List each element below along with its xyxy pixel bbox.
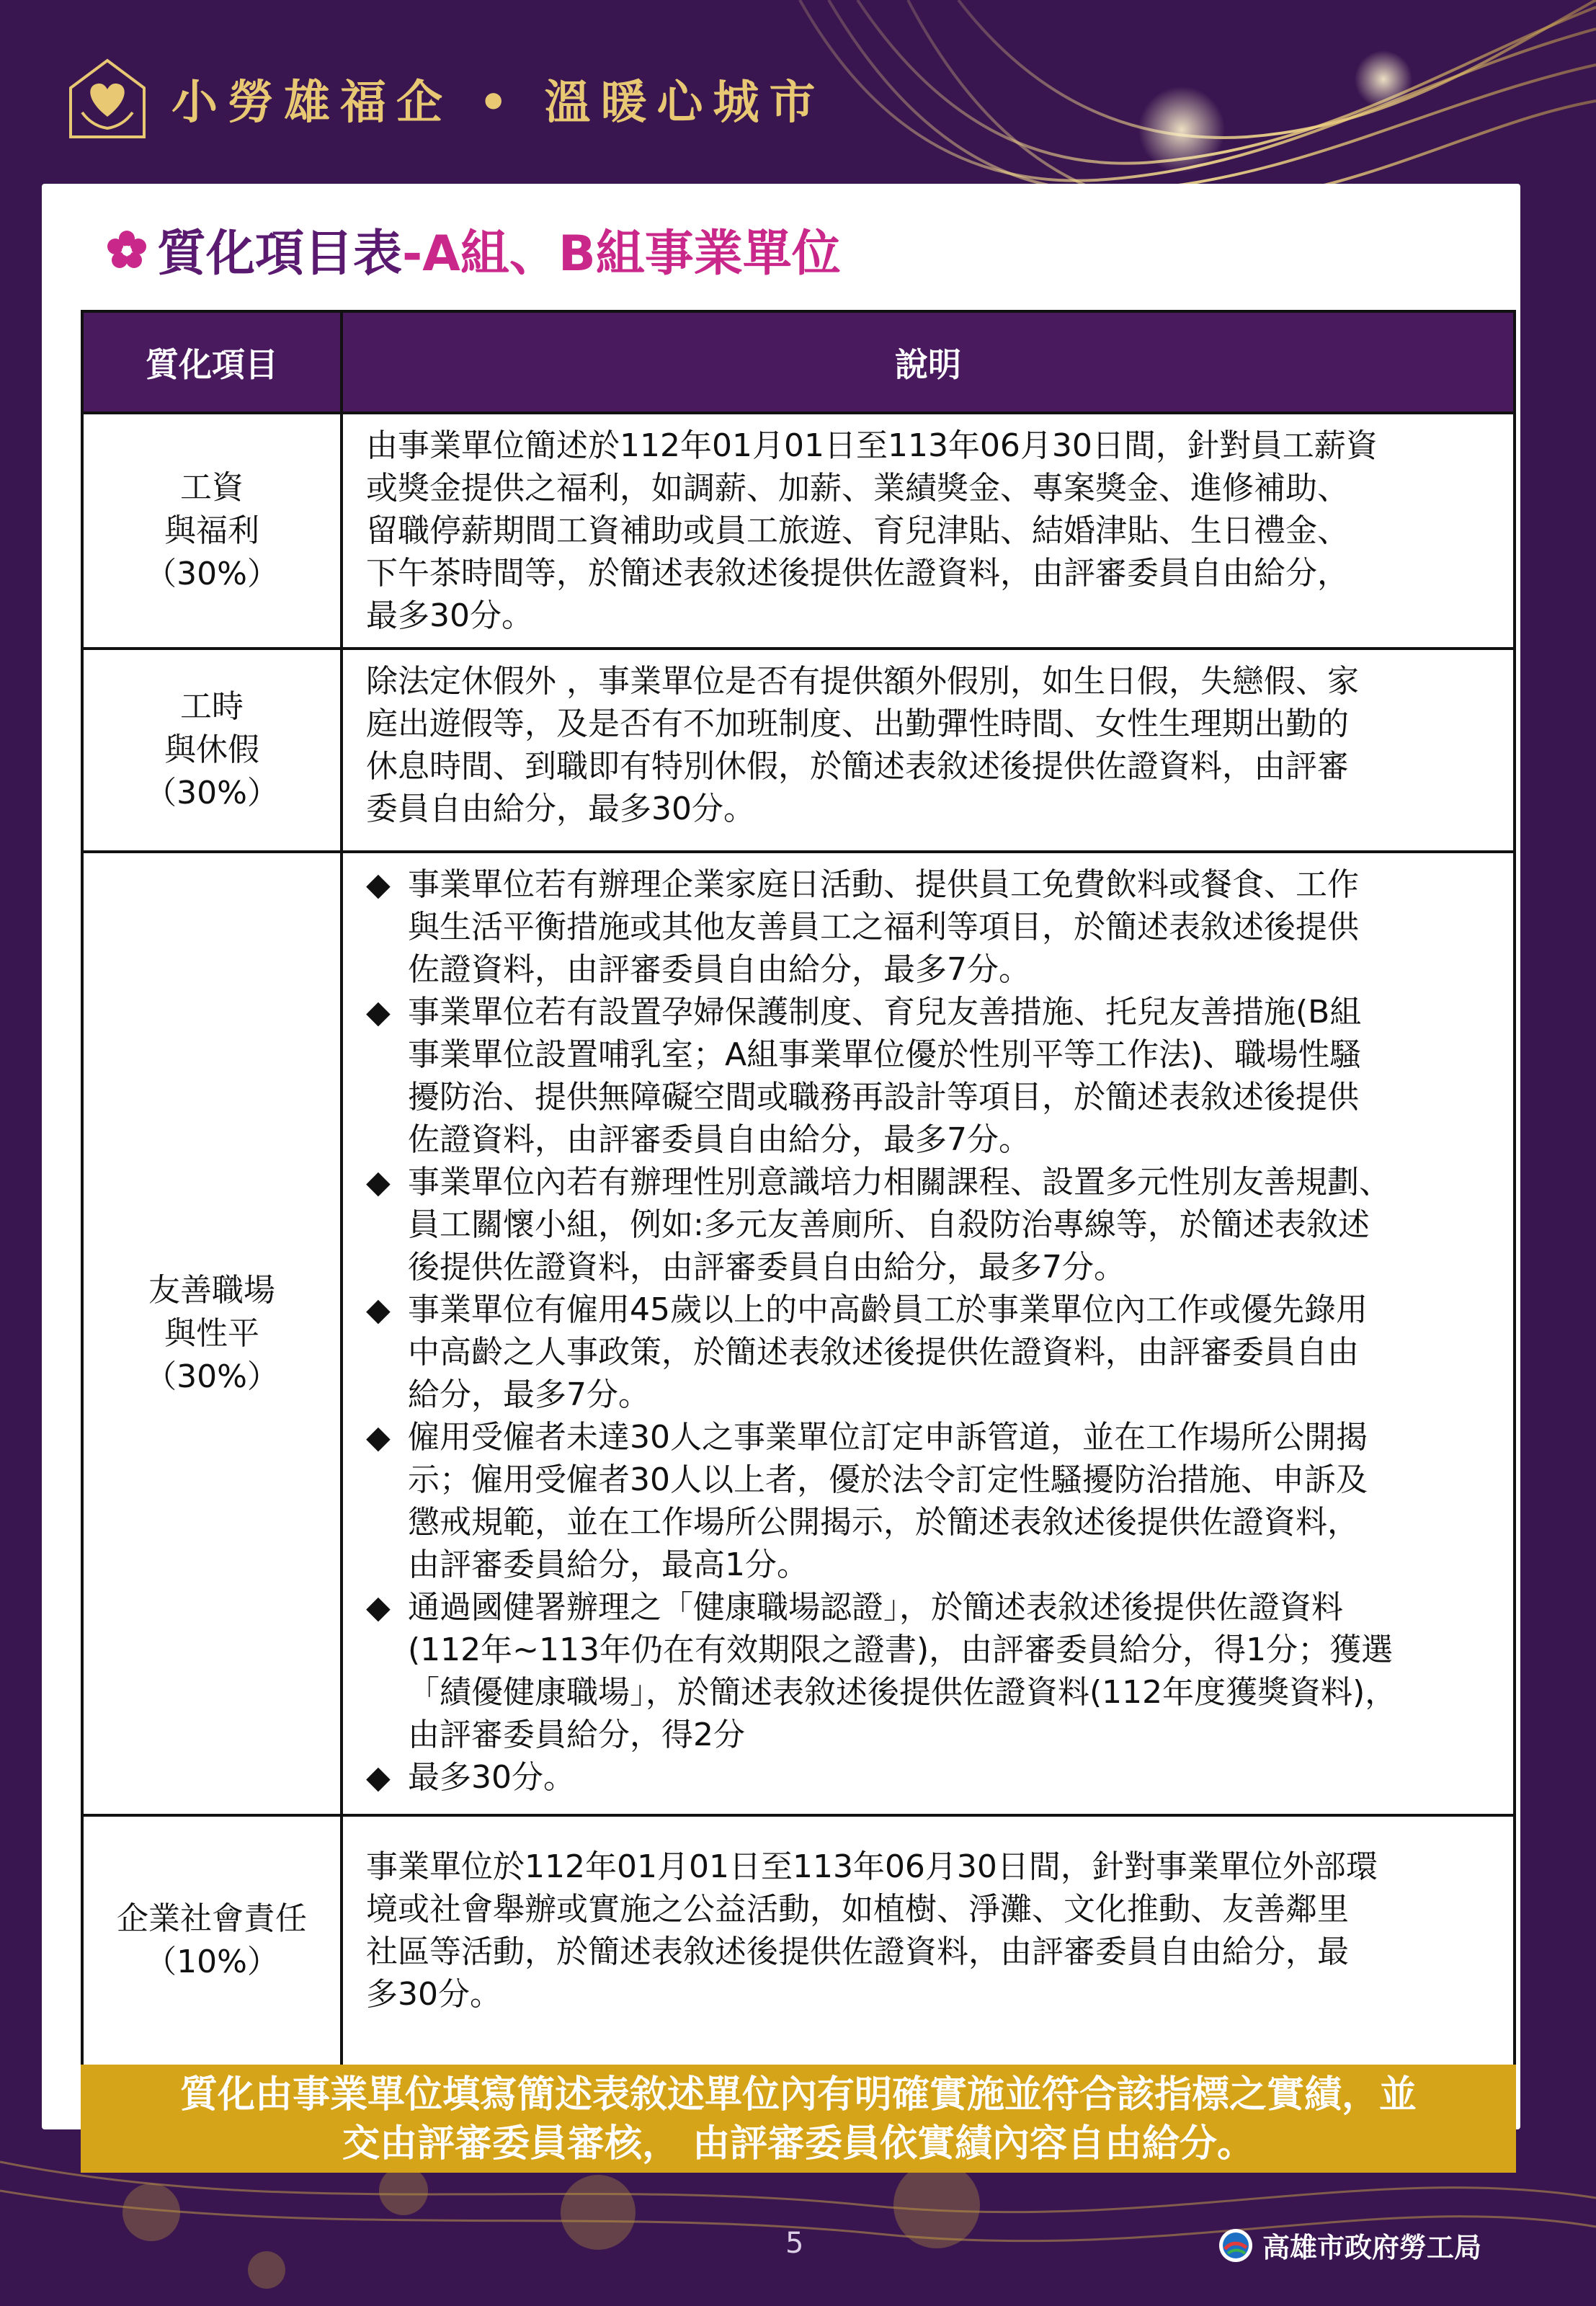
page-number: 5 [785,2227,804,2260]
bullet-line: 事業單位內若有辦理性別意識培力相關課程、設置多元性別友善規劃、 [408,1164,1391,1201]
bullet-item [366,991,1476,1161]
bullet-line: 給分，最多7分。 [408,1376,650,1413]
bullet-line: 佐證資料，由評審委員自由給分，最多7分。 [408,1121,1030,1158]
bullet-line: 事業單位若有設置孕婦保護制度、育兒友善措施、托兒友善措施(B組 [408,994,1362,1030]
item-cell [82,649,342,852]
diamond-bullet-icon: ◆ [366,866,391,903]
item-cell [82,852,342,1815]
desc-line: 事業單位於112年01月01日至113年06月30日間，針對事業單位外部環 [366,1848,1378,1885]
bullet-item [366,1288,1476,1416]
bullet-line: 示；僱用受僱者30人以上者，優於法令訂定性騷擾防治措施、申訴及 [408,1461,1368,1498]
item-line: 工時 [180,688,244,725]
bullet-item [366,1586,1476,1756]
bullet-item [366,863,1476,991]
bullet-item [366,1416,1476,1586]
desc-line: 社區等活動，於簡述表敘述後提供佐證資料，由評審委員自由給分，最 [366,1933,1349,1970]
header-item: 質化項目 [82,311,342,413]
bullet-line: 最多30分。 [408,1759,575,1796]
table-row [82,1815,1515,2066]
bullet-line: 懲戒規範，並在工作場所公開揭示，於簡述表敘述後提供佐證資料， [408,1504,1359,1541]
bullet-line: 通過國健署辦理之「健康職場認證」，於簡述表敘述後提供佐證資料 [408,1589,1343,1626]
table-row [82,649,1515,852]
table-row [82,852,1515,1815]
description-cell [342,852,1515,1815]
brand-header [65,56,825,141]
item-line: 與性平 [164,1314,259,1352]
item-line: 友善職場 [148,1271,275,1309]
description-cell [342,413,1515,649]
desc-line: 最多30分。 [366,597,533,634]
bullet-line: 事業單位若有辦理企業家庭日活動、提供員工免費飲料或餐食、工作 [408,866,1359,903]
footer-note-line: 質化由事業單位填寫簡述表敘述單位內有明確實施並符合該指標之實績，並 [179,2073,1417,2116]
item-weight: （10%） [145,1944,279,1980]
heart-hands-logo-icon [65,56,150,141]
desc-line: 休息時間、到職即有特別休假，於簡述表敘述後提供佐證資料，由評審 [366,748,1349,785]
item-cell [82,413,342,649]
desc-line: 多30分。 [366,1976,501,2013]
table-row [82,413,1515,649]
bullet-line: 由評審委員給分，得2分 [408,1717,745,1753]
bullet-line: 中高齡之人事政策，於簡述表敘述後提供佐證資料，由評審委員自由 [408,1334,1359,1371]
item-cell [82,1815,342,2066]
footer-note-banner [81,2065,1516,2173]
diamond-bullet-icon: ◆ [366,1164,391,1201]
diamond-bullet-icon: ◆ [366,994,391,1030]
agency-name: 高雄市政府勞工局 [1262,2232,1482,2263]
bullet-line: (112年~113年仍在有效期限之證書)，由評審委員給分，得1分；獲選 [408,1631,1394,1668]
description-cell [342,649,1515,852]
item-line: 與休假 [164,731,259,768]
footer-note-line: 交由評審委員審核， 由評審委員依實績內容自由給分。 [342,2122,1255,2165]
header-description: 說明 [342,311,1515,413]
item-weight: （30%） [145,555,279,592]
bullet-line: 「績優健康職場」，於簡述表敘述後提供佐證資料(112年度獲獎資料)， [408,1674,1397,1711]
bullet-line: 事業單位設置哺乳室；A組事業單位優於性別平等工作法)、職場性騷 [408,1036,1362,1073]
desc-line: 境或社會舉辦或實施之公益活動，如植樹、淨灘、文化推動、友善鄰里 [366,1891,1349,1928]
slogan-text: 小勞雄福企 • 溫暖心城市 [171,76,826,130]
item-line: 與福利 [164,512,259,549]
bullet-line: 由評審委員給分，最高1分。 [408,1546,808,1583]
diamond-bullet-icon: ◆ [366,1589,391,1626]
labor-bureau-emblem-icon [1218,2227,1254,2263]
description-cell [342,1815,1515,2066]
bullet-item [366,1756,1476,1799]
item-weight: （30%） [145,1358,279,1395]
bullet-line: 與生活平衡措施或其他友善員工之福利等項目，於簡述表敘述後提供 [408,909,1359,945]
desc-line: 下午茶時間等，於簡述表敘述後提供佐證資料，由評審委員自由給分， [366,555,1349,592]
table-header-row [82,311,1515,413]
item-line: 工資 [180,468,244,506]
diamond-bullet-icon: ◆ [366,1419,391,1456]
title-main: 質化項目表 [157,226,403,282]
diamond-bullet-icon: ◆ [366,1291,391,1328]
page-title [107,215,841,285]
desc-line: 庭出遊假等，及是否有不加班制度、出勤彈性時間、女性生理期出勤的 [366,705,1349,742]
desc-line: 留職停薪期間工資補助或員工旅遊、育兒津貼、結婚津貼、生日禮金、 [366,512,1349,549]
title-sub: -A組、B組事業單位 [402,226,841,282]
bullet-line: 佐證資料，由評審委員自由給分，最多7分。 [408,951,1030,988]
bullet-item [366,1161,1476,1288]
desc-line: 委員自由給分，最多30分。 [366,791,755,827]
bullet-line: 事業單位有僱用45歲以上的中高齡員工於事業單位內工作或優先錄用 [408,1291,1368,1328]
item-line: 企業社會責任 [117,1900,307,1937]
item-weight: （30%） [145,775,279,811]
bullet-line: 員工關懷小組，例如:多元友善廁所、自殺防治專線等，於簡述表敘述 [408,1206,1370,1243]
desc-line: 由事業單位簡述於112年01月01日至113年06月30日間，針對員工薪資 [366,427,1378,464]
qualitative-items-table [81,310,1516,2067]
bullet-line: 僱用受僱者未達30人之事業單位訂定申訴管道，並在工作場所公開揭 [408,1419,1368,1456]
bullet-line: 後提供佐證資料，由評審委員自由給分，最多7分。 [408,1249,1125,1286]
flower-bullet-icon [107,230,147,270]
agency-credit [1218,2225,1481,2265]
desc-line: 或獎金提供之福利，如調薪、加薪、業績獎金、專案獎金、進修補助、 [366,470,1349,507]
diamond-bullet-icon: ◆ [366,1759,391,1796]
bullet-line: 擾防治、提供無障礙空間或職務再設計等項目，於簡述表敘述後提供 [408,1079,1359,1116]
desc-line: 除法定休假外 ，事業單位是否有提供額外假別，如生日假，失戀假、家 [366,663,1359,700]
